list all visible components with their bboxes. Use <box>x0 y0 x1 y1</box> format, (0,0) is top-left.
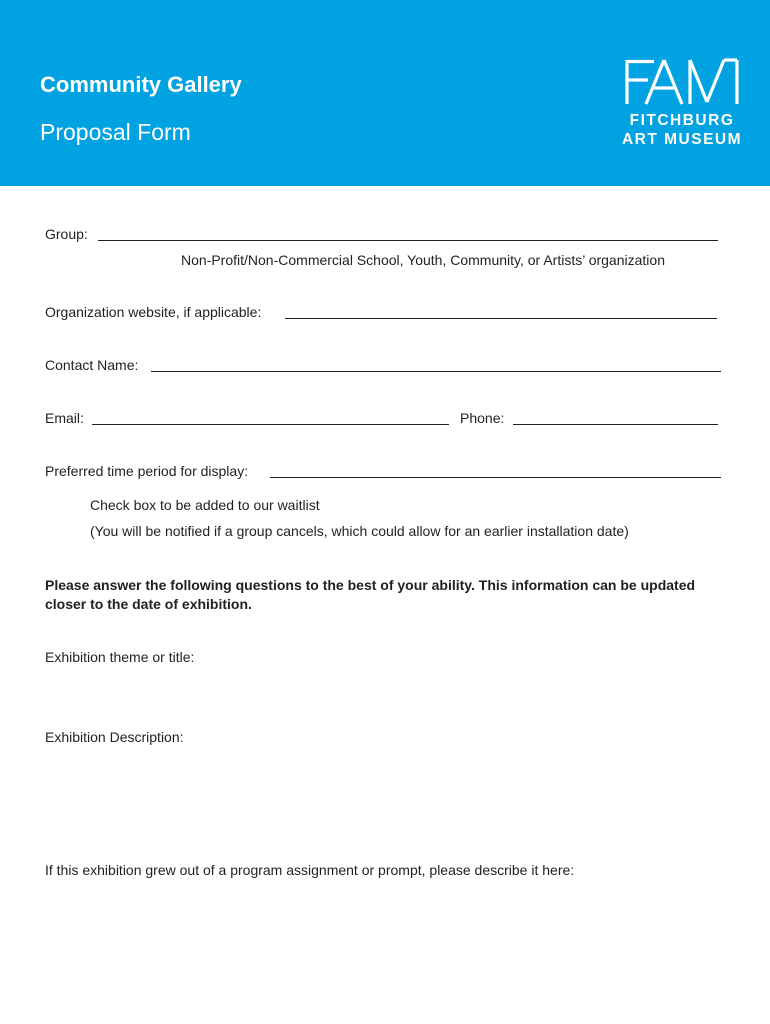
exhibition-theme-label: Exhibition theme or title: <box>45 649 195 665</box>
email-label: Email: <box>45 410 84 426</box>
questions-intro: Please answer the following questions to the best of your ability. This information can be updated closer to the date of exhibition. <box>45 577 696 612</box>
group-hint: Non-Profit/Non-Commercial School, Youth, Community, or Artists’ organization <box>181 252 665 268</box>
website-label: Organization website, if applicable: <box>45 304 262 320</box>
contact-name-label: Contact Name: <box>45 357 139 373</box>
program-assignment-label: If this exhibition grew out of a program assignment or prompt, please describe it here: <box>45 862 575 878</box>
preferred-time-label: Preferred time period for display: <box>45 463 249 479</box>
logo-text-fitchburg: FITCHBURG <box>629 112 735 129</box>
phone-input-line[interactable] <box>513 424 718 425</box>
waitlist-checkbox-label[interactable]: Check box to be added to our waitlist <box>90 497 320 513</box>
preferred-time-input-line[interactable] <box>270 477 721 478</box>
contact-name-input-line[interactable] <box>151 371 721 372</box>
header-banner <box>0 0 770 186</box>
website-input-line[interactable] <box>285 318 717 319</box>
group-input-line[interactable] <box>98 240 718 241</box>
phone-label: Phone: <box>460 410 505 426</box>
waitlist-note: (You will be notified if a group cancels, which could allow for an earlier installation date) <box>90 523 629 539</box>
group-label: Group: <box>45 226 88 242</box>
exhibition-description-label: Exhibition Description: <box>45 729 184 745</box>
fam-logo-mark-icon <box>624 58 740 106</box>
logo-text-art-museum: ART MUSEUM <box>621 131 743 148</box>
email-input-line[interactable] <box>92 424 449 425</box>
page-subtitle: Proposal Form <box>40 119 191 145</box>
museum-logo <box>620 58 744 150</box>
page-title: Community Gallery <box>40 72 242 97</box>
